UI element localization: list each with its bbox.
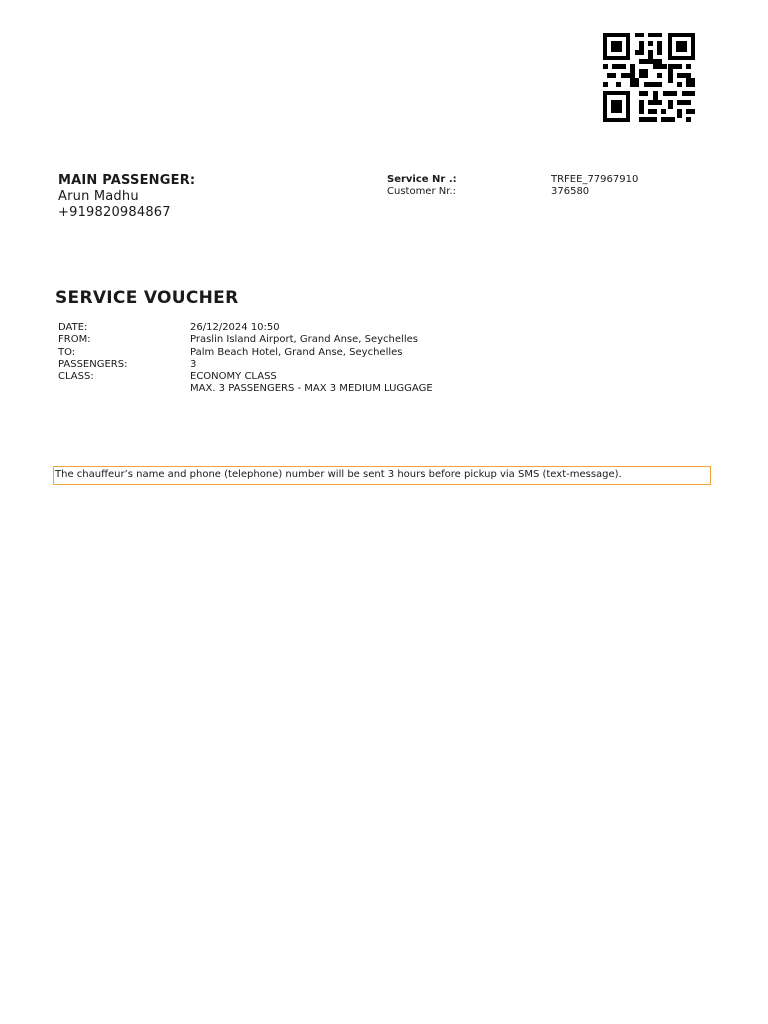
customer-number-row [387,186,717,198]
service-number-value: TRFEE_77967910 [551,174,639,185]
detail-value: Palm Beach Hotel, Grand Anse, Seychelles [190,346,403,358]
detail-row-from [58,334,433,346]
detail-label: TO: [58,346,76,358]
detail-value: 26/12/2024 10:50 [190,322,280,333]
detail-value: MAX. 3 PASSENGERS - MAX 3 MEDIUM LUGGAGE [190,383,433,395]
service-number-row [387,174,717,186]
detail-row-class [58,371,433,383]
detail-label: CLASS: [58,371,94,383]
chauffeur-notice: The chauffeur’s name and phone (telephone) number will be sent 3 hours before pickup via SMS (text-message). [53,466,711,485]
detail-row-capacity [58,383,433,395]
detail-row-date [58,322,433,334]
detail-label: FROM: [58,334,91,346]
detail-label: DATE: [58,322,88,333]
page-title: SERVICE VOUCHER [55,288,239,308]
customer-number-label: Customer Nr.: [387,185,456,197]
passenger-name: Arun Madhu [58,189,139,204]
detail-row-passengers [58,359,433,371]
main-passenger-heading: MAIN PASSENGER: [58,173,196,188]
customer-number-value: 376580 [551,185,590,197]
main-passenger-section [58,173,358,221]
detail-value: Praslin Island Airport, Grand Anse, Seychelles [190,334,418,346]
detail-label [58,383,190,395]
passenger-phone: +919820984867 [58,205,171,220]
detail-value: ECONOMY CLASS [190,371,277,383]
voucher-details-table [58,322,433,396]
service-number-label: Service Nr .: [387,174,457,185]
detail-label: PASSENGERS: [58,358,128,370]
qr-code-icon [603,33,695,122]
detail-row-to [58,347,433,359]
service-info-section [387,174,717,197]
detail-value: 3 [190,358,197,370]
